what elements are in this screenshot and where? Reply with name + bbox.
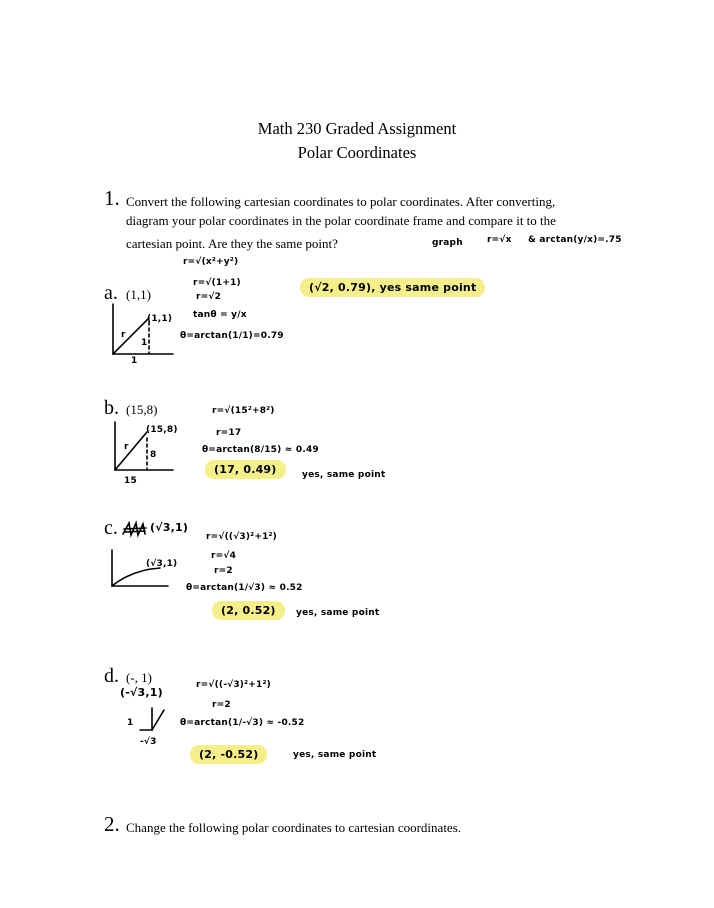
scribble-mark	[121, 520, 149, 538]
part-d-letter: d.	[104, 665, 119, 687]
part-a-sketch-r: r	[121, 330, 126, 340]
part-b-work-2: r=17	[216, 428, 242, 438]
part-a-work-1: r=√(x²+y²)	[183, 257, 239, 267]
part-d-sketch	[136, 706, 168, 736]
part-b-sketch-8: 8	[150, 450, 157, 460]
note-r-formula: r=√x	[487, 235, 512, 245]
note-graph: graph	[432, 238, 463, 248]
question-2-text: Change the following polar coordinates to cartesian coordinates.	[126, 820, 462, 835]
part-b-work-3: θ=arctan(8/15) ≈ 0.49	[202, 445, 319, 455]
part-c-work-1: r=√((√3)²+1²)	[206, 532, 277, 542]
part-c-answer	[212, 604, 285, 617]
part-b-work-1: r=√(15²+8²)	[212, 406, 275, 416]
part-c-coord: (√3,1)	[150, 521, 189, 534]
part-a-letter: a.	[104, 282, 118, 304]
question-1-line-1: Convert the following cartesian coordinates to polar coordinates. After converting,	[126, 194, 556, 209]
part-c-letter: c.	[104, 517, 118, 539]
part-d-coord: (-, 1)	[126, 670, 152, 685]
part-b-coord: (15,8)	[126, 402, 158, 417]
part-d-answer	[190, 748, 267, 761]
part-b-letter: b.	[104, 397, 119, 419]
part-b-sketch-r: r	[124, 442, 129, 452]
part-d-work-1: r=√((-√3)²+1²)	[196, 680, 271, 690]
part-a-work-5: θ=arctan(1/1)=0.79	[180, 331, 284, 341]
part-c-answer-note: yes, same point	[296, 608, 380, 618]
question-1-line-2: diagram your polar coordinates in the polar coordinate frame and compare it to the	[126, 213, 556, 228]
note-arctan: & arctan(y/x)=.75	[528, 235, 622, 245]
part-b-answer-text: (17, 0.49)	[205, 460, 286, 479]
part-d-answer-note: yes, same point	[293, 750, 377, 760]
part-a-sketch-point: (1,1)	[147, 314, 173, 324]
part-b-sketch-15: 15	[124, 476, 137, 486]
part-c-work-4: θ=arctan(1/√3) ≈ 0.52	[186, 583, 303, 593]
part-a-coord: (1,1)	[126, 287, 151, 302]
part-d-work-3: θ=arctan(1/-√3) ≈ -0.52	[180, 718, 305, 728]
part-d-sketch-1: 1	[127, 718, 134, 728]
part-c-answer-text: (2, 0.52)	[212, 601, 285, 620]
part-a-sketch-tick: 1	[131, 356, 138, 366]
page-title: Math 230 Graded Assignment	[257, 119, 457, 138]
part-a-sketch	[105, 300, 180, 370]
part-c-sketch	[106, 548, 181, 593]
question-1-number: 1.	[104, 186, 120, 210]
part-a-work-4: tanθ = y/x	[193, 310, 247, 320]
part-a-answer	[300, 281, 485, 294]
part-b-sketch-point: (15,8)	[146, 425, 178, 435]
part-b-answer	[205, 463, 286, 476]
part-a-work-2: r=√(1+1)	[193, 278, 241, 288]
part-a-sketch-1: 1	[141, 338, 148, 348]
question-1-line-3: cartesian point. Are they the same point?	[126, 236, 338, 251]
part-c-work-3: r=2	[214, 566, 233, 576]
part-a-answer-text: (√2, 0.79), yes same point	[300, 278, 485, 297]
part-d-work-2: r=2	[212, 700, 231, 710]
page-subtitle: Polar Coordinates	[297, 143, 417, 162]
part-d-answer-text: (2, -0.52)	[190, 745, 267, 764]
question-2-number: 2.	[104, 812, 120, 836]
part-c-sketch-point: (√3,1)	[146, 559, 178, 569]
part-a-work-3: r=√2	[196, 292, 222, 302]
part-b-answer-note: yes, same point	[302, 470, 386, 480]
part-c-work-2: r=√4	[211, 551, 237, 561]
part-d-hand-coord: (-√3,1)	[120, 686, 163, 699]
part-d-sketch-neg: -√3	[140, 737, 157, 747]
